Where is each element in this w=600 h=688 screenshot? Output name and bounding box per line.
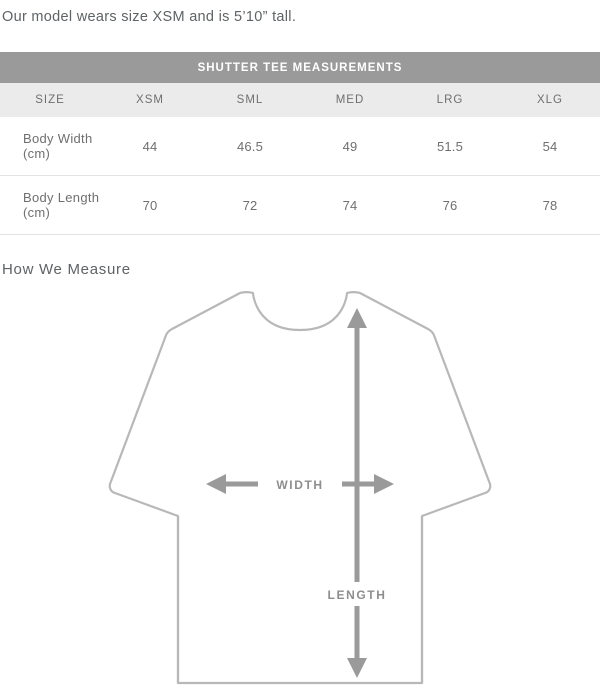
width-label: WIDTH — [276, 478, 324, 492]
cell-body-width-sml: 46.5 — [200, 117, 300, 176]
cell-body-length-xsm: 70 — [100, 176, 200, 235]
how-we-measure-heading: How We Measure — [2, 261, 131, 278]
table-title: SHUTTER TEE MEASUREMENTS — [0, 52, 600, 83]
cell-body-width-xsm: 44 — [100, 117, 200, 176]
table-header-row — [0, 83, 600, 117]
length-label: LENGTH — [327, 588, 387, 602]
column-header-xsm: XSM — [100, 83, 200, 117]
model-size-note: Our model wears size XSM and is 5’10” tall. — [2, 9, 297, 25]
table-row — [0, 117, 600, 176]
column-header-size: SIZE — [0, 83, 100, 117]
row-label-body-length: Body Length (cm) — [0, 176, 100, 235]
cell-body-length-xlg: 78 — [500, 176, 600, 235]
column-header-xlg: XLG — [500, 83, 600, 117]
column-header-med: MED — [300, 83, 400, 117]
cell-body-length-med: 74 — [300, 176, 400, 235]
cell-body-width-xlg: 54 — [500, 117, 600, 176]
cell-body-width-med: 49 — [300, 117, 400, 176]
column-header-sml: SML — [200, 83, 300, 117]
cell-body-width-lrg: 51.5 — [400, 117, 500, 176]
row-label-body-width: Body Width (cm) — [0, 117, 100, 176]
table-row — [0, 176, 600, 235]
column-header-lrg: LRG — [400, 83, 500, 117]
table-title-row — [0, 52, 600, 83]
measurement-diagram — [0, 288, 600, 688]
cell-body-length-sml: 72 — [200, 176, 300, 235]
cell-body-length-lrg: 76 — [400, 176, 500, 235]
measurements-table — [0, 52, 600, 235]
